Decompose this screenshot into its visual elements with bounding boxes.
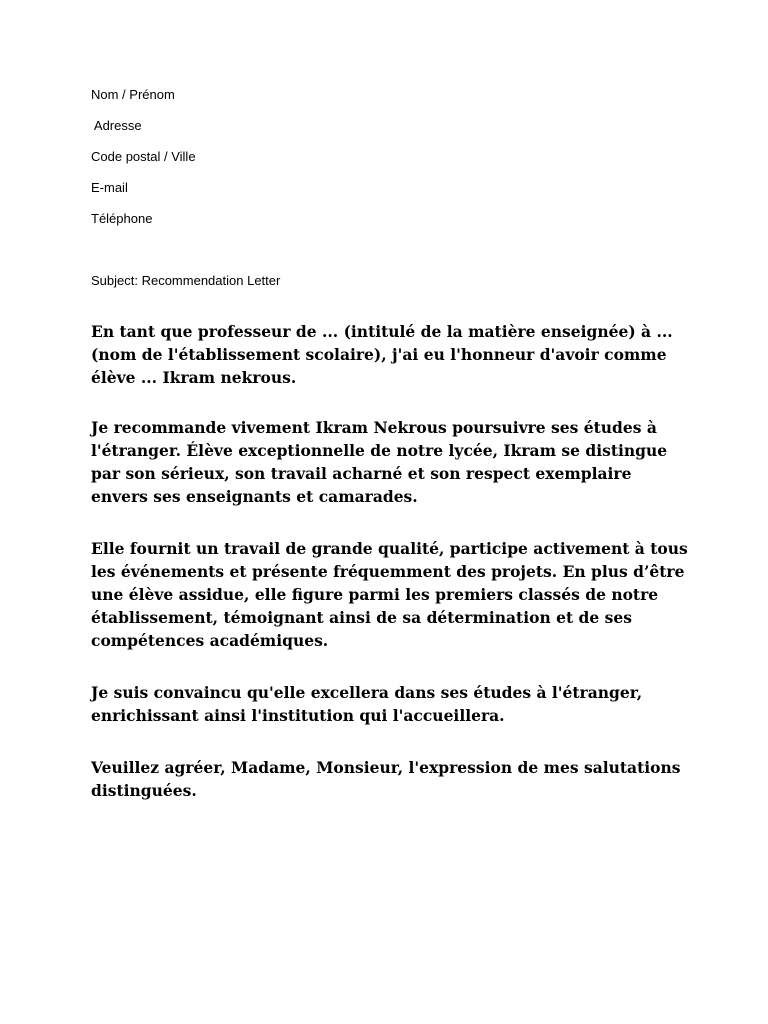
- paragraph-conviction: Je suis convaincu qu'elle excellera dans ses études à l'étranger, enrichissant ainsi l'institution qui l'accueillera.: [91, 683, 643, 725]
- paragraph-introduction: En tant que professeur de ... (intitulé de la matière enseignée) à ... (nom de l'établissement scolaire), j'ai eu l'honneur d'avoir comme élève ... Ikram nekrous.: [91, 322, 673, 387]
- sender-address-line: Adresse: [91, 118, 142, 133]
- paragraph-achievements: Elle fournit un travail de grande qualité, participe activement à tous les événements et présente fréquemment des projets. En plus d’être une élève assidue, elle figure parmi les premiers classés de notre établissement, témoignant ainsi de sa détermination et de ses compétences académiques.: [91, 539, 688, 650]
- sender-phone-line: Téléphone: [91, 211, 153, 226]
- paragraph-closing: Veuillez agréer, Madame, Monsieur, l'expression de mes salutations distinguées.: [91, 758, 681, 800]
- sender-name-line: Nom / Prénom: [91, 87, 175, 102]
- sender-email-line: E-mail: [91, 180, 128, 195]
- paragraph-recommendation: Je recommande vivement Ikram Nekrous poursuivre ses études à l'étranger. Élève exceptionnelle de notre lycée, Ikram se distingue par son sérieux, son travail acharné et son respect exemplaire envers ses enseignants et camarades.: [91, 418, 668, 506]
- letter-subject: Subject: Recommendation Letter: [91, 273, 281, 288]
- sender-postal-city-line: Code postal / Ville: [91, 149, 196, 164]
